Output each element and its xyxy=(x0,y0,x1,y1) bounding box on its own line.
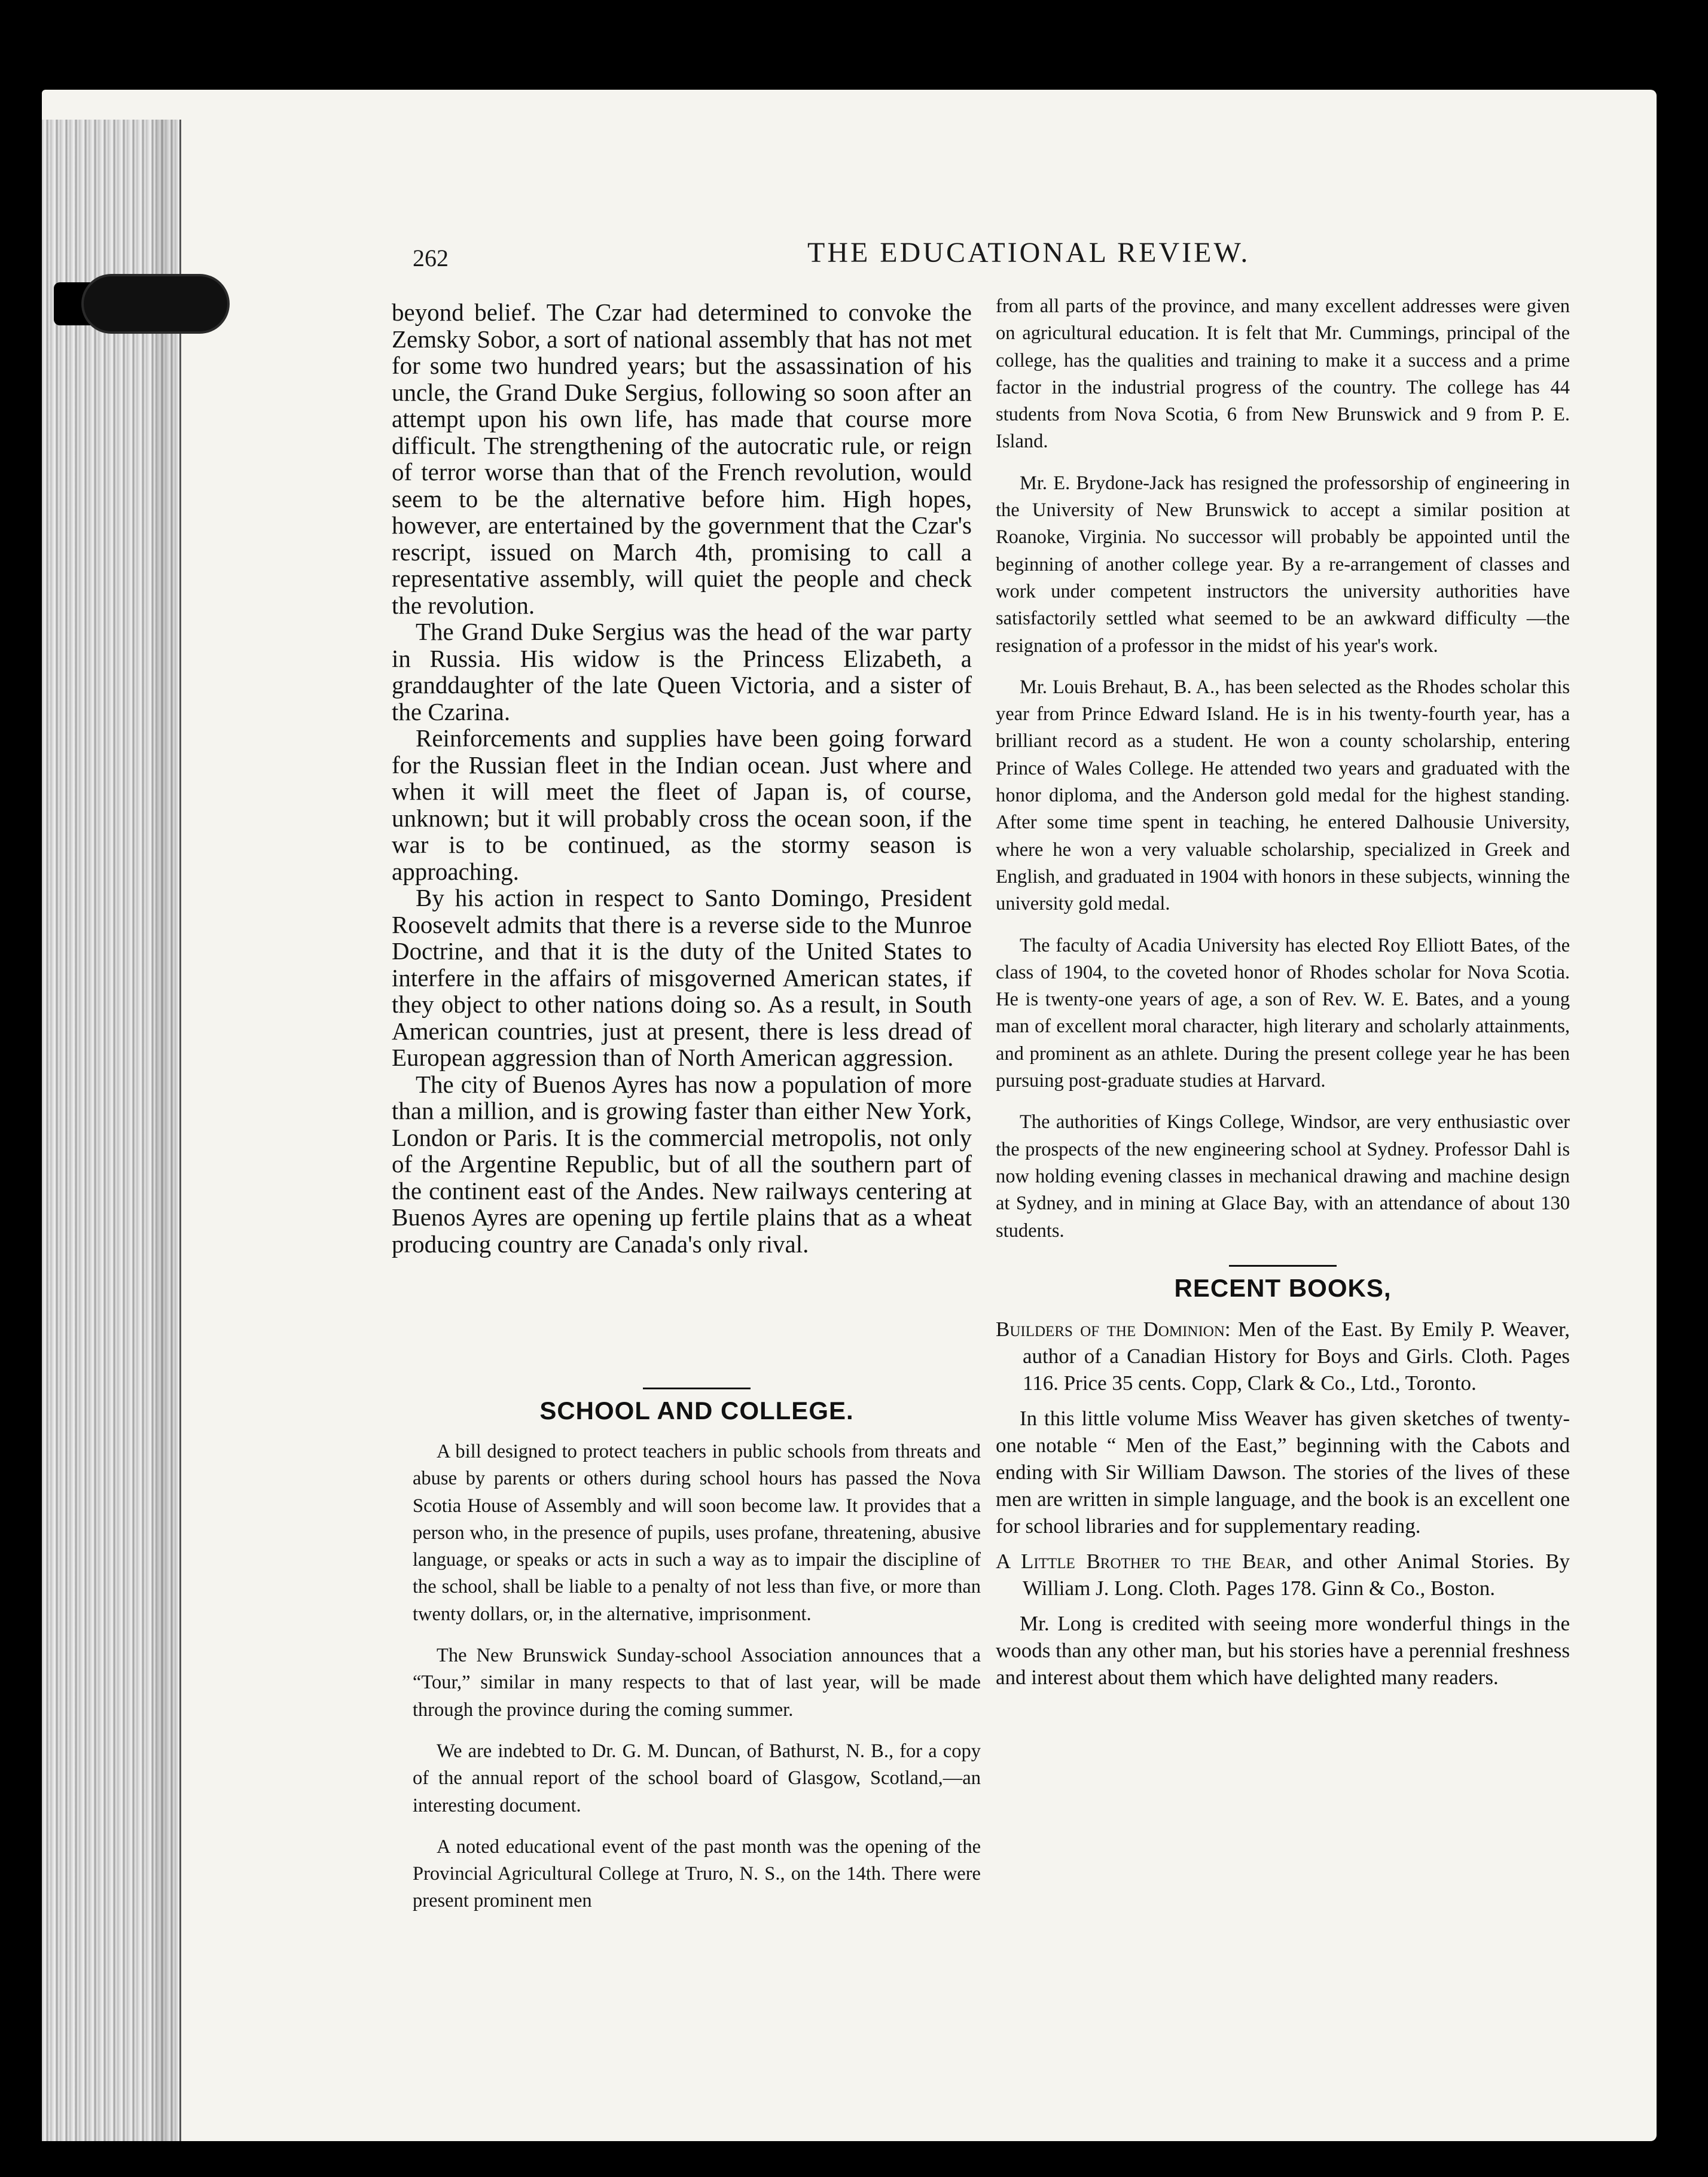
review-paragraph: Mr. Long is credited with seeing more wonderful things in the woods than any other man, but his stories have a perennial freshness and interest about them which have delighted many readers. xyxy=(996,1611,1570,1689)
book-entry xyxy=(996,1548,1570,1602)
news-paragraph: The city of Buenos Ayres has now a population of more than a million, and is growing faster than either New York, London or Paris. It is the commercial metropolis, not only of the Argentine Republic, but of all the southern part of the continent east of the Andes. New railways centering at Buenos Ayres are opening up fertile plains that as a wheat producing country are Canada's only rival. xyxy=(392,1070,972,1258)
school-paragraph: from all parts of the province, and many excellent addresses were given on agricultural education. It is felt that Mr. Cummings, principal of the college, has the qualities and training to make it a success and a prime factor in the industrial progress of the country. The college has 44 students from Nova Scotia, 6 from New Brunswick and 9 from P. E. Island. xyxy=(996,295,1570,453)
section-rule xyxy=(643,1388,751,1389)
school-paragraph: Mr. E. Brydone-Jack has resigned the professorship of engineering in the University of New Brunswick to accept a similar position at Roanoke, Virginia. No successor will probably be appointed until the beginning of another college year. By a re-arrangement of classes and work under competent instructors the university authorities have satisfactorily settled what seemed to be an awkward difficulty —the resignation of a professor in the midst of his year's work. xyxy=(996,472,1570,657)
book-entry xyxy=(996,1316,1570,1397)
school-and-college-section xyxy=(413,1388,981,1929)
school-paragraph: We are indebted to Dr. G. M. Duncan, of Bathurst, N. B., for a copy of the annual report of the school board of Glasgow, Scotland,—an interesting document. xyxy=(413,1740,981,1816)
school-paragraph: The authorities of Kings College, Windsor, are very enthusiastic over the prospects of the new engineering school at Sydney. Professor Dahl is now holding evening classes in mechanical drawing and machine design at Sydney, and in mining at Glace Bay, with an attendance of about 130 students. xyxy=(996,1111,1570,1242)
book-review xyxy=(996,1405,1570,1539)
school-paragraph: Mr. Louis Brehaut, B. A., has been selected as the Rhodes scholar this year from Prince Edward Island. He is in his twenty-fourth year, has a brilliant record as a student. He won a county scholarship, entering Prince of Wales College. He attended two years and graduated with the honor diploma, and the Anderson gold medal for the highest standing. After some time spent in teaching, he entered Dalhousie University, where he won a very valuable scholarship, specialized in Greek and English, and graduated in 1904 with honors in these subjects, winning the university gold medal. xyxy=(996,676,1570,915)
page-number: 262 xyxy=(413,245,449,272)
book-details: , and other Animal Stories. By William J. Long. Cloth. Pages 178. Ginn & Co., Boston. xyxy=(1023,1549,1570,1600)
section-title: SCHOOL AND COLLEGE. xyxy=(539,1397,854,1425)
book-title: A Little Brother to the Bear xyxy=(996,1549,1286,1573)
school-paragraph: A noted educational event of the past month was the opening of the Provincial Agricultural College at Truro, N. S., on the 14th. There were present prominent men xyxy=(413,1835,981,1912)
review-paragraph: In this little volume Miss Weaver has given sketches of twenty-one notable “ Men of the East,” beginning with the Cabots and ending with Sir William Dawson. The stories of the lives of these men are written in simple language, and the book is an excellent one for school libraries and for supplementary reading. xyxy=(996,1406,1570,1538)
section-title: RECENT BOOKS, xyxy=(1174,1273,1392,1302)
running-head: THE EDUCATIONAL REVIEW. xyxy=(807,237,1250,269)
section-rule xyxy=(1229,1265,1337,1267)
book-review xyxy=(996,1610,1570,1691)
news-paragraph: beyond belief. The Czar had determined to convoke the Zemsky Sobor, a sort of national assembly that has not met for some two hundred years; but the assassination of his uncle, the Grand Duke Sergius, following so soon after an attempt upon his own life, has made that course more difficult. The strengthening of the autocratic rule, or reign of terror worse than that of the French revolution, would seem to be the alternative before him. High hopes, however, are entertained by the government that the Czar's rescript, issued on March 4th, promising to call a representative assembly, will quiet the people and check the revolution. xyxy=(392,298,972,619)
news-paragraph: By his action in respect to Santo Domingo, President Roosevelt admits that there is a reverse side to the Munroe Doctrine, and that it is the duty of the United States to interfere in the affairs of misgoverned American states, if they object to other nations doing so. As a result, in South American countries, just at present, there is less dread of European aggression than of North American aggression. xyxy=(392,884,972,1071)
book-title: Builders of the Dominion xyxy=(996,1317,1225,1341)
right-column xyxy=(996,293,1570,1699)
school-paragraph: The faculty of Acadia University has elected Roy Elliott Bates, of the class of 1904, to the coveted honor of Rhodes scholar for Nova Scotia. He is twenty-one years of age, a son of Rev. W. E. Bates, and a young man of excellent moral character, high literary and scholarly attainments, and prominent as an athlete. During the present college year he has been pursuing post-graduate studies at Harvard. xyxy=(996,934,1570,1092)
book-details: : Men of the East. By Emily P. Weaver, author of a Canadian History for Boys and Girls. Cloth. Pages 116. Price 35 cents. Copp, Clark & Co., Ltd., Toronto. xyxy=(1023,1317,1570,1395)
school-paragraph: The New Brunswick Sunday-school Association announces that a “Tour,” similar in many respects to that of last year, will be made through the province during the coming summer. xyxy=(413,1645,981,1721)
binder-clip xyxy=(84,276,227,331)
school-paragraph: A bill designed to protect teachers in public schools from threats and abuse by parents or others during school hours has passed the Nova Scotia House of Assembly and will soon become law. It provides that a person who, in the presence of pupils, uses profane, threatening, abusive language, or speaks or acts in such a way as to impair the discipline of the school, shall be liable to a penalty of not less than five, or more than twenty dollars, or, in the alternative, imprisonment. xyxy=(413,1441,981,1625)
news-paragraph: The Grand Duke Sergius was the head of the war party in Russia. His widow is the Princess Elizabeth, a granddaughter of the late Queen Victoria, and a sister of the Czarina. xyxy=(392,618,972,725)
page-edge-shadow xyxy=(155,120,179,2141)
left-column-news xyxy=(392,299,972,1257)
news-paragraph: Reinforcements and supplies have been going forward for the Russian fleet in the Indian ocean. Just where and when it will meet the fleet of Japan is, of course, unknown; but it will probably cross the ocean soon, if the war is to be continued, as the stormy season is approaching. xyxy=(392,724,972,885)
